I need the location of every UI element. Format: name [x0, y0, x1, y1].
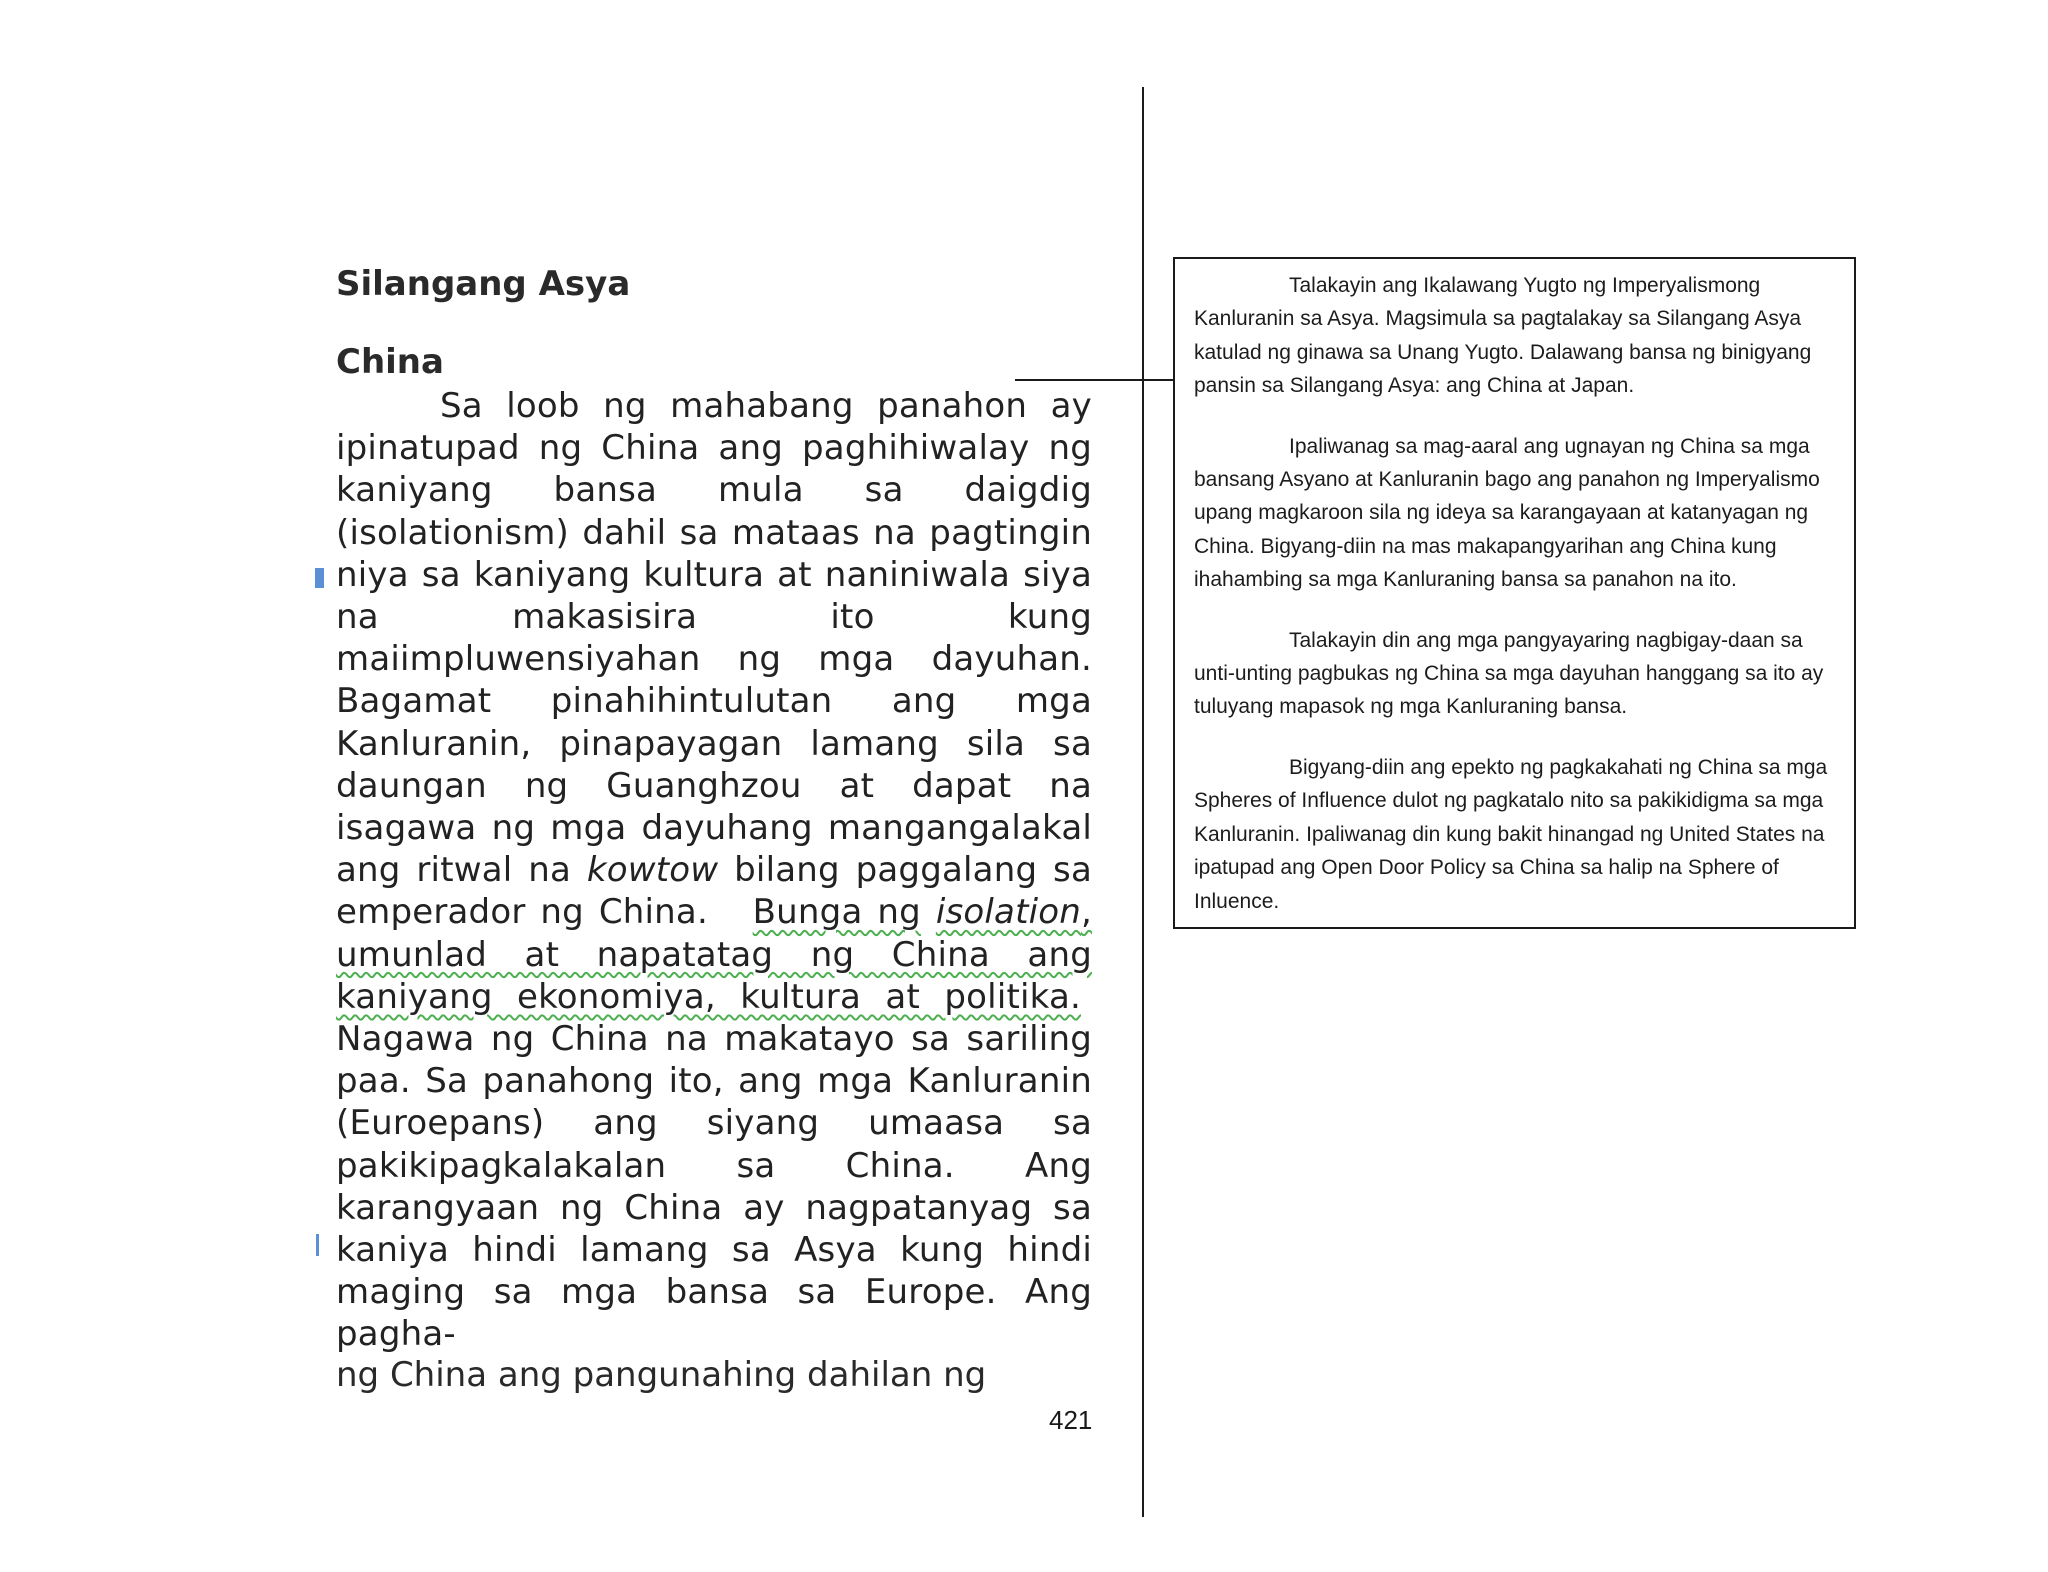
text-cursor-icon	[316, 1234, 319, 1256]
paragraph-marker-icon	[315, 568, 324, 588]
region-heading: Silangang Asya	[336, 264, 631, 304]
page-number: 421	[1049, 1405, 1093, 1435]
cut-off-line: ng China ang pangunahing dahilan ng	[336, 1354, 987, 1395]
body-text-part2: bilang paggalang sa emperador ng China.	[336, 850, 1092, 933]
body-paragraph	[336, 385, 1092, 1356]
country-heading: China	[336, 342, 444, 382]
body-text-part4: Nagawa ng China na makatayo sa sariling paa. Sa panahong ito, ang mga Kanluranin (Euroepans) ang siyang umaasa sa pakikipagkalakalan sa China. Ang karangyaan ng China ay nagpatanyag sa kaniya hindi lamang sa Asya kung hindi maging sa mga bansa sa Europe. Ang pagha-	[336, 1019, 1092, 1355]
body-text-part1: Sa loob ng mahabang panahon ay ipinatupad ng China ang paghihiwalay ng kaniyang bansa mula sa daigdig (isolationism) dahil sa mataas na pagtingin niya sa kaniyang kultura at naniniwala siya na makasisira ito kung maiimpluwensiyahan ng mga dayuhan. Bagamat pinahihintulutan ang mga Kanluranin, pinapayagan lamang sila sa daungan ng Guanghzou at dapat na isagawa ng mga dayuhang mangangalakal ang ritwal na	[336, 386, 1092, 891]
body-text-bunga: Bunga ng	[752, 892, 921, 933]
body-italic-isolation: isolation	[935, 892, 1081, 933]
scanned-text-column	[336, 255, 1092, 1394]
column-divider	[1142, 87, 1144, 1517]
note-paragraph-4: Bigyang-diin ang epekto ng pagkakahati ng China sa mga Spheres of Influence dulot ng pagkatalo nito sa pakikidigma sa mga Kanluranin. Ipaliwanag din kung bakit hinangad ng United States na ipatupad ang Open Door Policy sa China sa halip na Sphere of Inluence.	[1194, 755, 1828, 913]
body-italic-kowtow: kowtow	[586, 850, 719, 891]
note-paragraph-3: Talakayin din ang mga pangyayaring nagbigay-daan sa unti-unting pagbukas ng China sa mga dayuhan hanggang sa ito ay tuluyang mapasok ng mga Kanluraning bansa.	[1194, 628, 1824, 719]
note-paragraph-1: Talakayin ang Ikalawang Yugto ng Imperyalismong Kanluranin sa Asya. Magsimula sa pagtalakay sa Silangang Asya katulad ng ginawa sa Unang Yugto. Dalawang bansa ng binigyang pansin sa Silangang Asya: ang China at Japan.	[1194, 274, 1812, 398]
callout-connector-line	[1015, 379, 1174, 381]
body-text-part3: , umunlad at napatatag ng China ang kaniyang ekonomiya, kultura at politika.	[336, 892, 1093, 1017]
teacher-notes-box	[1173, 257, 1856, 929]
note-paragraph-2: Ipaliwanag sa mag-aaral ang ugnayan ng China sa mga bansang Asyano at Kanluranin bago ang panahon ng Imperyalismo upang magkaroon sila ng ideya sa karangayaan at katanyagan ng China. Bigyang-diin na mas makapangyarihan ang China kung ihahambing sa mga Kanluraning bansa sa panahon na ito.	[1194, 434, 1820, 592]
